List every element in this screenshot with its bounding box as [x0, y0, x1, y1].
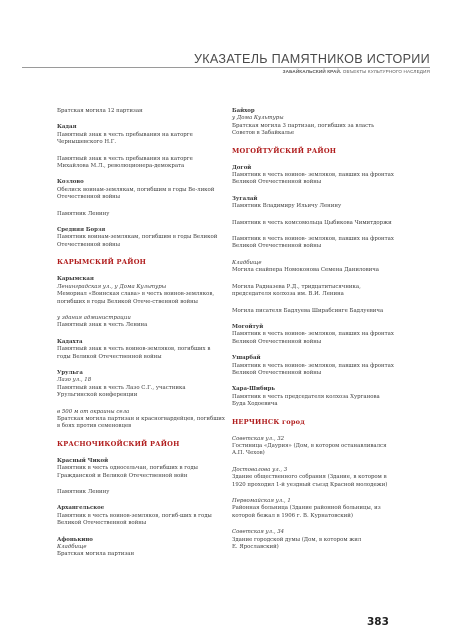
- locality-name: Могойтуй: [232, 323, 264, 330]
- entry-address: в 500 м от окраины села: [57, 408, 130, 415]
- entry-text: Чернышевского Н.Г.: [57, 139, 117, 146]
- index-entry: [57, 276, 247, 306]
- entry-text: Памятник в честь воинов- земляков, павших на фронтах: [232, 362, 394, 369]
- entry-text: Могила писателя Бадлуева Ширабсинге Бадлуевича: [232, 307, 384, 314]
- page-header-subtitle: [283, 69, 430, 74]
- index-entry: [232, 386, 422, 408]
- index-entry: [57, 489, 247, 496]
- entry-address: Советская ул., 34: [232, 529, 285, 536]
- index-entry: [232, 355, 422, 377]
- entry-text: Братская могила 3 партизан, погибших за власть: [232, 122, 375, 129]
- section-heading-karymsky: КАРЫМСКИЙ РАЙОН: [57, 258, 147, 267]
- header-subtitle-text: ОБЪЕКТЫ КУЛЬТУРНОГО НАСЛЕДИЯ: [341, 69, 430, 74]
- entry-text: А.П. Чехов): [232, 450, 265, 457]
- entry-text: Памятник в честь комсомольца Цыбикова Чимитдоржи: [232, 219, 392, 226]
- index-entry: [57, 409, 247, 431]
- right-column: [232, 108, 422, 560]
- header-divider: [22, 67, 430, 68]
- entry-address: Лазо ул., 18: [57, 377, 92, 384]
- index-entry: [232, 108, 422, 138]
- index-entry: [232, 529, 422, 551]
- entry-text: 1920 проходил 1-й уездный съезд Красной молодежи): [232, 481, 388, 488]
- entry-text: Великой Отечественной войны: [232, 243, 322, 250]
- locality-name: Хара-Шибирь: [232, 386, 276, 393]
- entry-text: Памятный знак в честь пребывания на каторге: [57, 155, 193, 162]
- entry-text: Урульгинской конференции: [57, 392, 138, 399]
- locality-name: Байхор: [232, 108, 255, 114]
- entry-text: Памятник воинам-землякам, погибшим в годы Великой: [57, 234, 218, 241]
- entry-text: погибших в годы Великой Отече-ственной войны: [57, 298, 198, 305]
- entry-text: Памятник Ленину: [57, 210, 110, 217]
- locality-name: Догой: [232, 164, 252, 171]
- index-entry: [57, 211, 247, 218]
- locality-name: Красный Чикой: [57, 457, 109, 464]
- entry-text: Великой Отечественной войны: [57, 520, 147, 527]
- entry-text: Памятник в честь воинов- земляков, павших на фронтах: [232, 172, 394, 179]
- entry-text: Гостиница «Даурия» (Дом, в котором останавливался: [232, 442, 387, 449]
- entry-text: Здание общественного собрания (Здание, в котором в: [232, 474, 387, 481]
- locality-name: Зугалай: [232, 195, 258, 202]
- entry-text: Отечественной войны: [57, 241, 121, 248]
- entry-text: Памятный знак в честь пребывания на каторге: [57, 131, 193, 138]
- entry-text: Памятник в честь воинов- земляков, павших на фронтах: [232, 236, 394, 243]
- index-entry: [57, 156, 247, 171]
- page-header-title: УКАЗАТЕЛЬ ПАМЯТНИКОВ ИСТОРИИ: [193, 52, 430, 66]
- locality-name: Ушарбай: [232, 355, 261, 362]
- entry-address: Первомайская ул., 1: [232, 498, 291, 504]
- entry-text: Михайлова М.Л., революционера-демократа: [57, 163, 185, 170]
- header-subtitle-region: ЗАБАЙКАЛЬСКИЙ КРАЙ.: [282, 69, 342, 74]
- index-entry: [232, 220, 422, 227]
- index-entry: [57, 537, 247, 559]
- entry-text: которой бежал в 1906 г. В. Курнатовский): [232, 512, 353, 519]
- index-entry: [232, 498, 422, 520]
- index-entry: [57, 315, 247, 330]
- index-entry: [57, 370, 247, 400]
- entry-text: Великой Отечественной войны: [232, 179, 322, 186]
- entry-text: Памятник Ленину: [57, 489, 110, 495]
- entry-text: Е. Ярославский): [232, 544, 279, 551]
- entry-text: Отечественной войны: [57, 194, 121, 201]
- entry-text: годы Великой Отечественной войны: [57, 353, 162, 360]
- index-entry: [57, 505, 247, 527]
- index-entry: [57, 179, 247, 201]
- index-entry: [232, 196, 422, 211]
- entry-address: Советская ул., 32: [232, 435, 285, 442]
- locality-name: Кадая: [57, 124, 77, 131]
- entry-text: Памятник Владимиру Ильичу Ленину: [232, 203, 342, 210]
- index-entry: [57, 339, 247, 361]
- section-heading-krasnochikoysky: КРАСНОЧИКОЙСКИЙ РАЙОН: [57, 439, 180, 448]
- locality-name: Карымская: [57, 276, 94, 283]
- page-number: 383: [367, 616, 389, 628]
- index-entry: [232, 165, 422, 187]
- locality-name: Афонькино: [57, 536, 93, 543]
- entry-address: Достовалова ул., 3: [232, 466, 288, 473]
- entry-text: Могила Радназева Р.Д., тридцатитысячника,: [232, 283, 361, 290]
- entry-text: Памятник в честь односельчан, погибших в годы: [57, 465, 198, 472]
- entry-text: Советов в Забайкалье: [232, 130, 295, 137]
- entry-text: Могила снайпера Номоконова Семена Даниловича: [232, 267, 379, 274]
- entry-text: Памятник в честь воинов- земляков, павших на фронтах: [232, 331, 394, 338]
- entry-text: Районная больница (Здание районной больницы, из: [232, 505, 381, 512]
- entry-text: Братская могила партизан: [57, 551, 135, 558]
- entry-text: Буда Ходоевича: [232, 401, 278, 408]
- entry-address: у здания администрации: [57, 314, 131, 321]
- entry-text: Памятный знак в честь Лазо С.Г., участника: [57, 384, 186, 391]
- index-entry: [232, 308, 422, 315]
- entry-text: Братская могила партизан и красногвардейцев, погибших: [57, 415, 225, 422]
- index-entry: [232, 260, 422, 275]
- locality-name: Кадахта: [57, 338, 83, 345]
- index-entry: [57, 124, 247, 146]
- index-entry: [57, 108, 247, 115]
- entry-text: Памятный знак в честь Ленина: [57, 322, 148, 329]
- index-entry: [232, 436, 422, 458]
- entry-address: Кладбище: [57, 544, 87, 551]
- entry-text: Обелиск воинам-землякам, погибшим в годы Ве-ликой: [57, 186, 215, 193]
- entry-text: председателя колхоза им. В.И. Ленина: [232, 291, 344, 298]
- index-entry: [232, 467, 422, 489]
- entry-text: в боях против семеновцев: [57, 423, 132, 430]
- locality-name: Урульга: [57, 369, 83, 376]
- locality-name: Средняя Борзя: [57, 227, 106, 234]
- entry-address: у Дома Культуры: [232, 115, 284, 122]
- section-heading-nerchinsk: НЕРЧИНСК город: [232, 417, 305, 426]
- index-entry: [232, 284, 422, 299]
- locality-name: Архангельское: [57, 505, 105, 512]
- index-entry: [232, 236, 422, 251]
- entry-text: Великой Отечественной войны: [232, 338, 322, 345]
- entry-text: Памятный знак в честь воинов-земляков, погибших в: [57, 346, 211, 353]
- entry-text: Памятник в честь председателя колхоза Хурганова: [232, 393, 380, 400]
- entry-address: Ленинградская ул., у Дома Культуры: [57, 283, 167, 290]
- index-entry: [57, 458, 247, 480]
- entry-address: Кладбище: [232, 259, 262, 266]
- entry-text: Здание городской думы (Дом, в котором жил: [232, 536, 362, 543]
- section-heading-mogoytuysky: МОГОЙТУЙСКИЙ РАЙОН: [232, 146, 337, 155]
- entry-text: Великой Отечественной войны: [232, 369, 322, 376]
- left-column: [57, 108, 247, 568]
- entry-text: Братская могила 12 партизан: [57, 108, 143, 114]
- entry-text: Гражданской и Великой Отечественной войн: [57, 472, 188, 479]
- index-entry: [57, 227, 247, 249]
- entry-text: Мемориал «Воинская слава» в честь воинов-земляков,: [57, 291, 215, 298]
- index-entry: [232, 324, 422, 346]
- entry-text: Памятник в честь воинов-земляков, погиб-ших в годы: [57, 512, 212, 519]
- locality-name: Козлово: [57, 179, 84, 186]
